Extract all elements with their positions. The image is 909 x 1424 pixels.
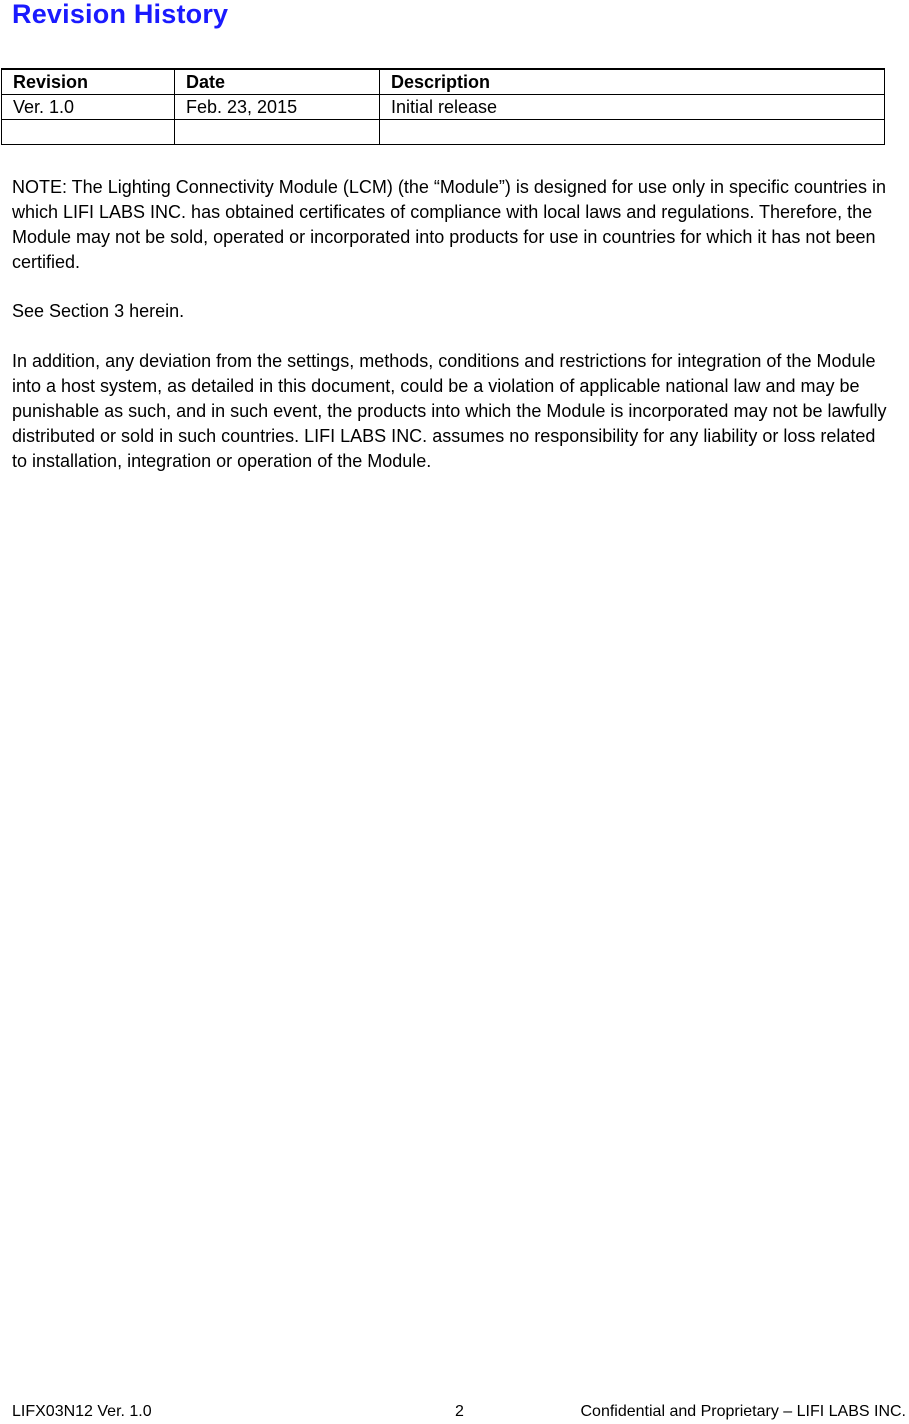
cell-date: Feb. 23, 2015 [175,95,380,120]
table-header-row [2,69,885,95]
column-header-date: Date [175,69,380,95]
column-header-description: Description [380,69,885,95]
cell-description: Initial release [380,95,885,120]
table-row [2,95,885,120]
column-header-revision: Revision [2,69,175,95]
cell-revision [2,120,175,145]
page-footer [0,1400,909,1424]
cell-revision: Ver. 1.0 [2,95,175,120]
table-row [2,120,885,145]
revision-history-table [1,68,885,145]
addition-paragraph: In addition, any deviation from the settings, methods, conditions and restrictions for integration of the Module into a host system, as detailed in this document, could be a violation of applicable national law and may be punishable as such, and in such event, the products into which the Module is incorporated may not be lawfully distributed or sold in such countries. LIFI LABS INC. assumes no responsibility for any liability or loss related to installation, integration or operation of the Module. [12,351,887,471]
footer-document-id: LIFX03N12 Ver. 1.0 [12,1403,152,1420]
footer-page-number: 2 [455,1403,464,1420]
page-title: Revision History [12,0,229,29]
cell-date [175,120,380,145]
note-paragraph: NOTE: The Lighting Connectivity Module (LCM) (the “Module”) is designed for use only in specific countries in which LIFI LABS INC. has obtained certificates of compliance with local laws and regulations. Therefore, the Module may not be sold, operated or incorporated into products for use in countries for which it has not been certified. [12,177,887,272]
footer-confidentiality: Confidential and Proprietary – LIFI LABS INC. [580,1403,906,1420]
see-section-paragraph: See Section 3 herein. [12,301,185,321]
cell-description [380,120,885,145]
